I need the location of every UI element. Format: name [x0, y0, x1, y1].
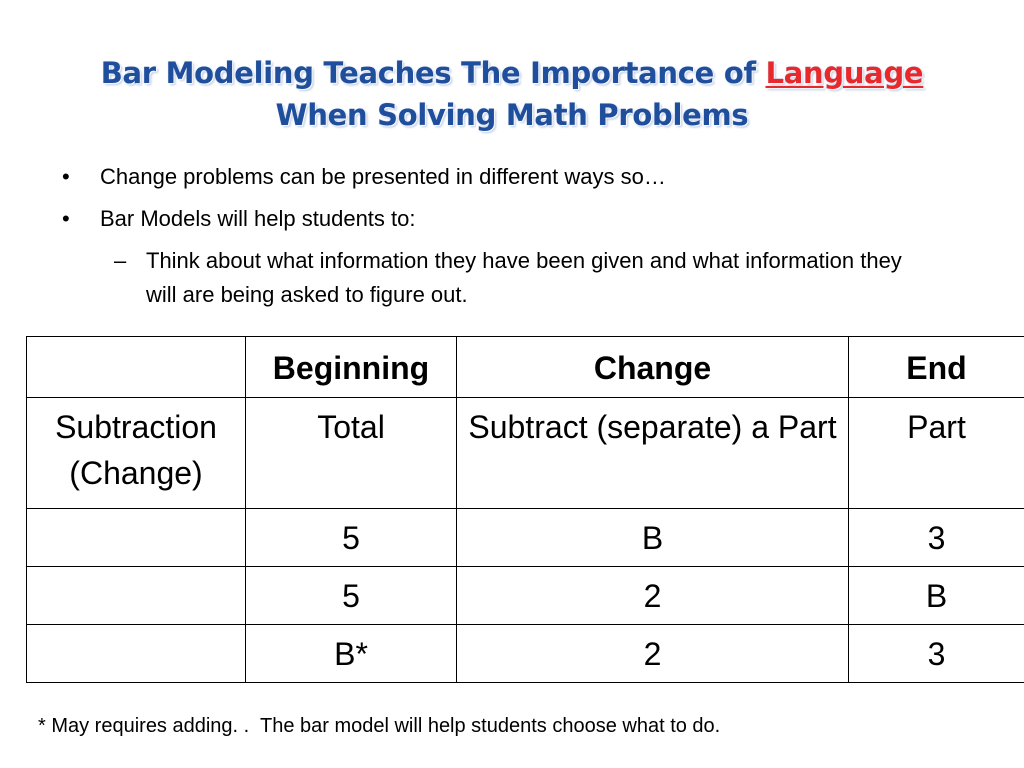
- sub-bullet-mark: –: [114, 248, 127, 273]
- row-label-cell: [27, 567, 246, 625]
- table-cell: B: [457, 509, 849, 567]
- table-row-description: [27, 398, 1024, 509]
- bullet-item: [58, 202, 958, 236]
- table-header-row: [27, 337, 1024, 398]
- row-label-cell: [27, 625, 246, 683]
- bullet-text: Bar Models will help students to:: [100, 206, 416, 231]
- table-cell: Subtract (separate) a Part: [457, 398, 849, 509]
- table-cell: 5: [246, 509, 457, 567]
- footnote: * May requires adding. . The bar model will help students choose what to do.: [38, 715, 721, 737]
- sub-bullet-text: Think about what information they have been given and what information they will are being asked to figure out.: [146, 248, 902, 307]
- table-cell: B: [849, 567, 1024, 625]
- bullet-mark: •: [62, 164, 70, 189]
- table-cell: 2: [457, 567, 849, 625]
- sub-bullet-item: [58, 244, 906, 312]
- table-cell: B*: [246, 625, 457, 683]
- header-cell-beginning: Beginning: [246, 337, 457, 398]
- title-prefix: Bar Modeling Teaches The Importance of: [100, 56, 766, 90]
- table-cell: 3: [849, 509, 1024, 567]
- header-cell-end: End: [849, 337, 1024, 398]
- table-cell: Part: [849, 398, 1024, 509]
- row-label-cell: [27, 509, 246, 567]
- row-label-cell: Subtraction (Change): [27, 398, 246, 509]
- slide-title-line-1: [0, 52, 1024, 94]
- table-row: [27, 567, 1024, 625]
- slide-title: [0, 52, 1024, 136]
- slide-title-line-2: When Solving Math Problems: [275, 98, 749, 132]
- table-row: [27, 509, 1024, 567]
- bullet-list: [58, 160, 958, 312]
- header-cell-empty: [27, 337, 246, 398]
- table-row: [27, 625, 1024, 683]
- header-cell-change: Change: [457, 337, 849, 398]
- table-cell: 5: [246, 567, 457, 625]
- title-accent-word: Language: [765, 56, 924, 90]
- change-problem-table: [26, 336, 1024, 683]
- bullet-mark: •: [62, 206, 70, 231]
- table-cell: 2: [457, 625, 849, 683]
- table-cell: 3: [849, 625, 1024, 683]
- bullet-text: Change problems can be presented in different ways so…: [100, 164, 666, 189]
- table-cell: Total: [246, 398, 457, 509]
- bullet-item: [58, 160, 958, 194]
